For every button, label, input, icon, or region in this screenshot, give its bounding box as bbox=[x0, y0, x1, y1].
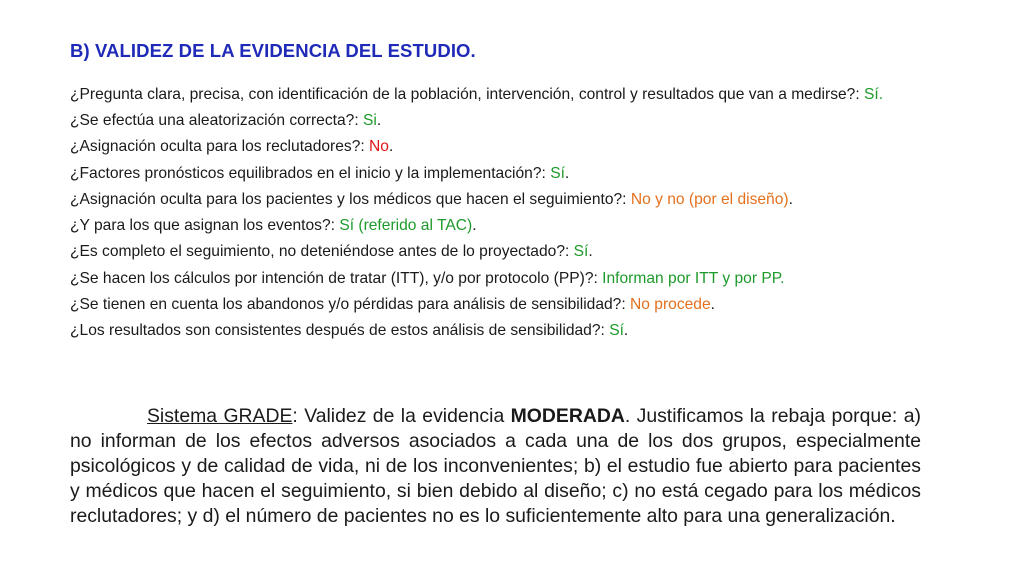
answer-text: Sí. bbox=[864, 86, 884, 103]
answer-text: No y no (por el diseño) bbox=[630, 190, 789, 208]
answer-text: No bbox=[369, 138, 389, 156]
question-item: ¿Es completo el seguimiento, no deteniéndose antes de lo proyectado?: Sí. bbox=[70, 243, 593, 261]
question-text: ¿Se tienen en cuenta los abandonos y/o pérdidas para análisis de sensibilidad?: bbox=[70, 296, 631, 314]
answer-text: Sí bbox=[609, 322, 624, 340]
answer-text: No procede bbox=[630, 296, 711, 314]
question-text: ¿Se efectúa una aleatorización correcta?: bbox=[70, 112, 363, 129]
question-text: ¿Factores pronósticos equilibrados en el inicio y la implementación?: bbox=[70, 164, 551, 182]
grade-label: Sistema GRADE bbox=[147, 405, 293, 427]
question-text: ¿Asignación oculta para los pacientes y los médicos que hacen el seguimiento?: bbox=[70, 190, 631, 208]
question-text: ¿Es completo el seguimiento, no deteniéndose antes de lo proyectado?: bbox=[70, 243, 574, 261]
grade-level: MODERADA bbox=[510, 405, 625, 427]
section-title: B) VALIDEZ DE LA EVIDENCIA DEL ESTUDIO. bbox=[70, 40, 476, 61]
question-item bbox=[70, 88, 919, 102]
answer-text: Si bbox=[362, 112, 377, 129]
question-text: ¿Los resultados son consistentes después de estos análisis de sensibilidad?: bbox=[70, 322, 610, 340]
question-item: ¿Y para los que asignan los eventos?: Sí (referido al TAC). bbox=[70, 217, 477, 235]
question-item: ¿Factores pronósticos equilibrados en el inicio y la implementación?: Sí. bbox=[70, 164, 570, 182]
question-list bbox=[70, 88, 919, 349]
question-item bbox=[70, 270, 919, 287]
answer-text: Informan por ITT y por PP. bbox=[602, 269, 785, 287]
answer-text: Sí bbox=[573, 243, 589, 261]
question-item: ¿Los resultados son consistentes después de estos análisis de sensibilidad?: Sí. bbox=[70, 322, 629, 340]
question-text: ¿Se hacen los cálculos por intención de tratar (ITT), y/o por protocolo (PP)?: bbox=[70, 269, 603, 287]
question-text: ¿Y para los que asignan los eventos?: bbox=[70, 217, 340, 235]
question-text: ¿Asignación oculta para los reclutadores?: bbox=[70, 138, 370, 156]
question-text: ¿Pregunta clara, precisa, con identificación de la población, intervención, control y resultados que van a medirse?: bbox=[70, 86, 864, 103]
answer-text: Sí bbox=[550, 164, 565, 182]
grade-text-before: : Validez de la evidencia bbox=[292, 405, 511, 427]
question-item: ¿Se tienen en cuenta los abandonos y/o pérdidas para análisis de sensibilidad?: No procede. bbox=[70, 296, 715, 314]
question-item: ¿Asignación oculta para los reclutadores?: No. bbox=[70, 138, 394, 156]
grade-text-after: . Justificamos la rebaja porque: a) no informan de los efectos adversos asociados a cada una de los dos grupos, especialmente psicológicos y de calidad de vida, ni de los inconvenientes; b) el estudio fue abierto para pacientes y médicos que hacen el seguimiento, si bien debido al diseño; c) no está cegado para los médicos reclutadores; y d) el número de pacientes no es lo suficientemente alto para una generalización. bbox=[70, 405, 921, 527]
question-item: ¿Se efectúa una aleatorización correcta?: Si. bbox=[70, 112, 382, 129]
grade-paragraph bbox=[70, 404, 921, 529]
question-item: ¿Asignación oculta para los pacientes y los médicos que hacen el seguimiento?: No y no (por el diseño). bbox=[70, 190, 793, 208]
answer-text: Sí (referido al TAC) bbox=[339, 217, 473, 235]
